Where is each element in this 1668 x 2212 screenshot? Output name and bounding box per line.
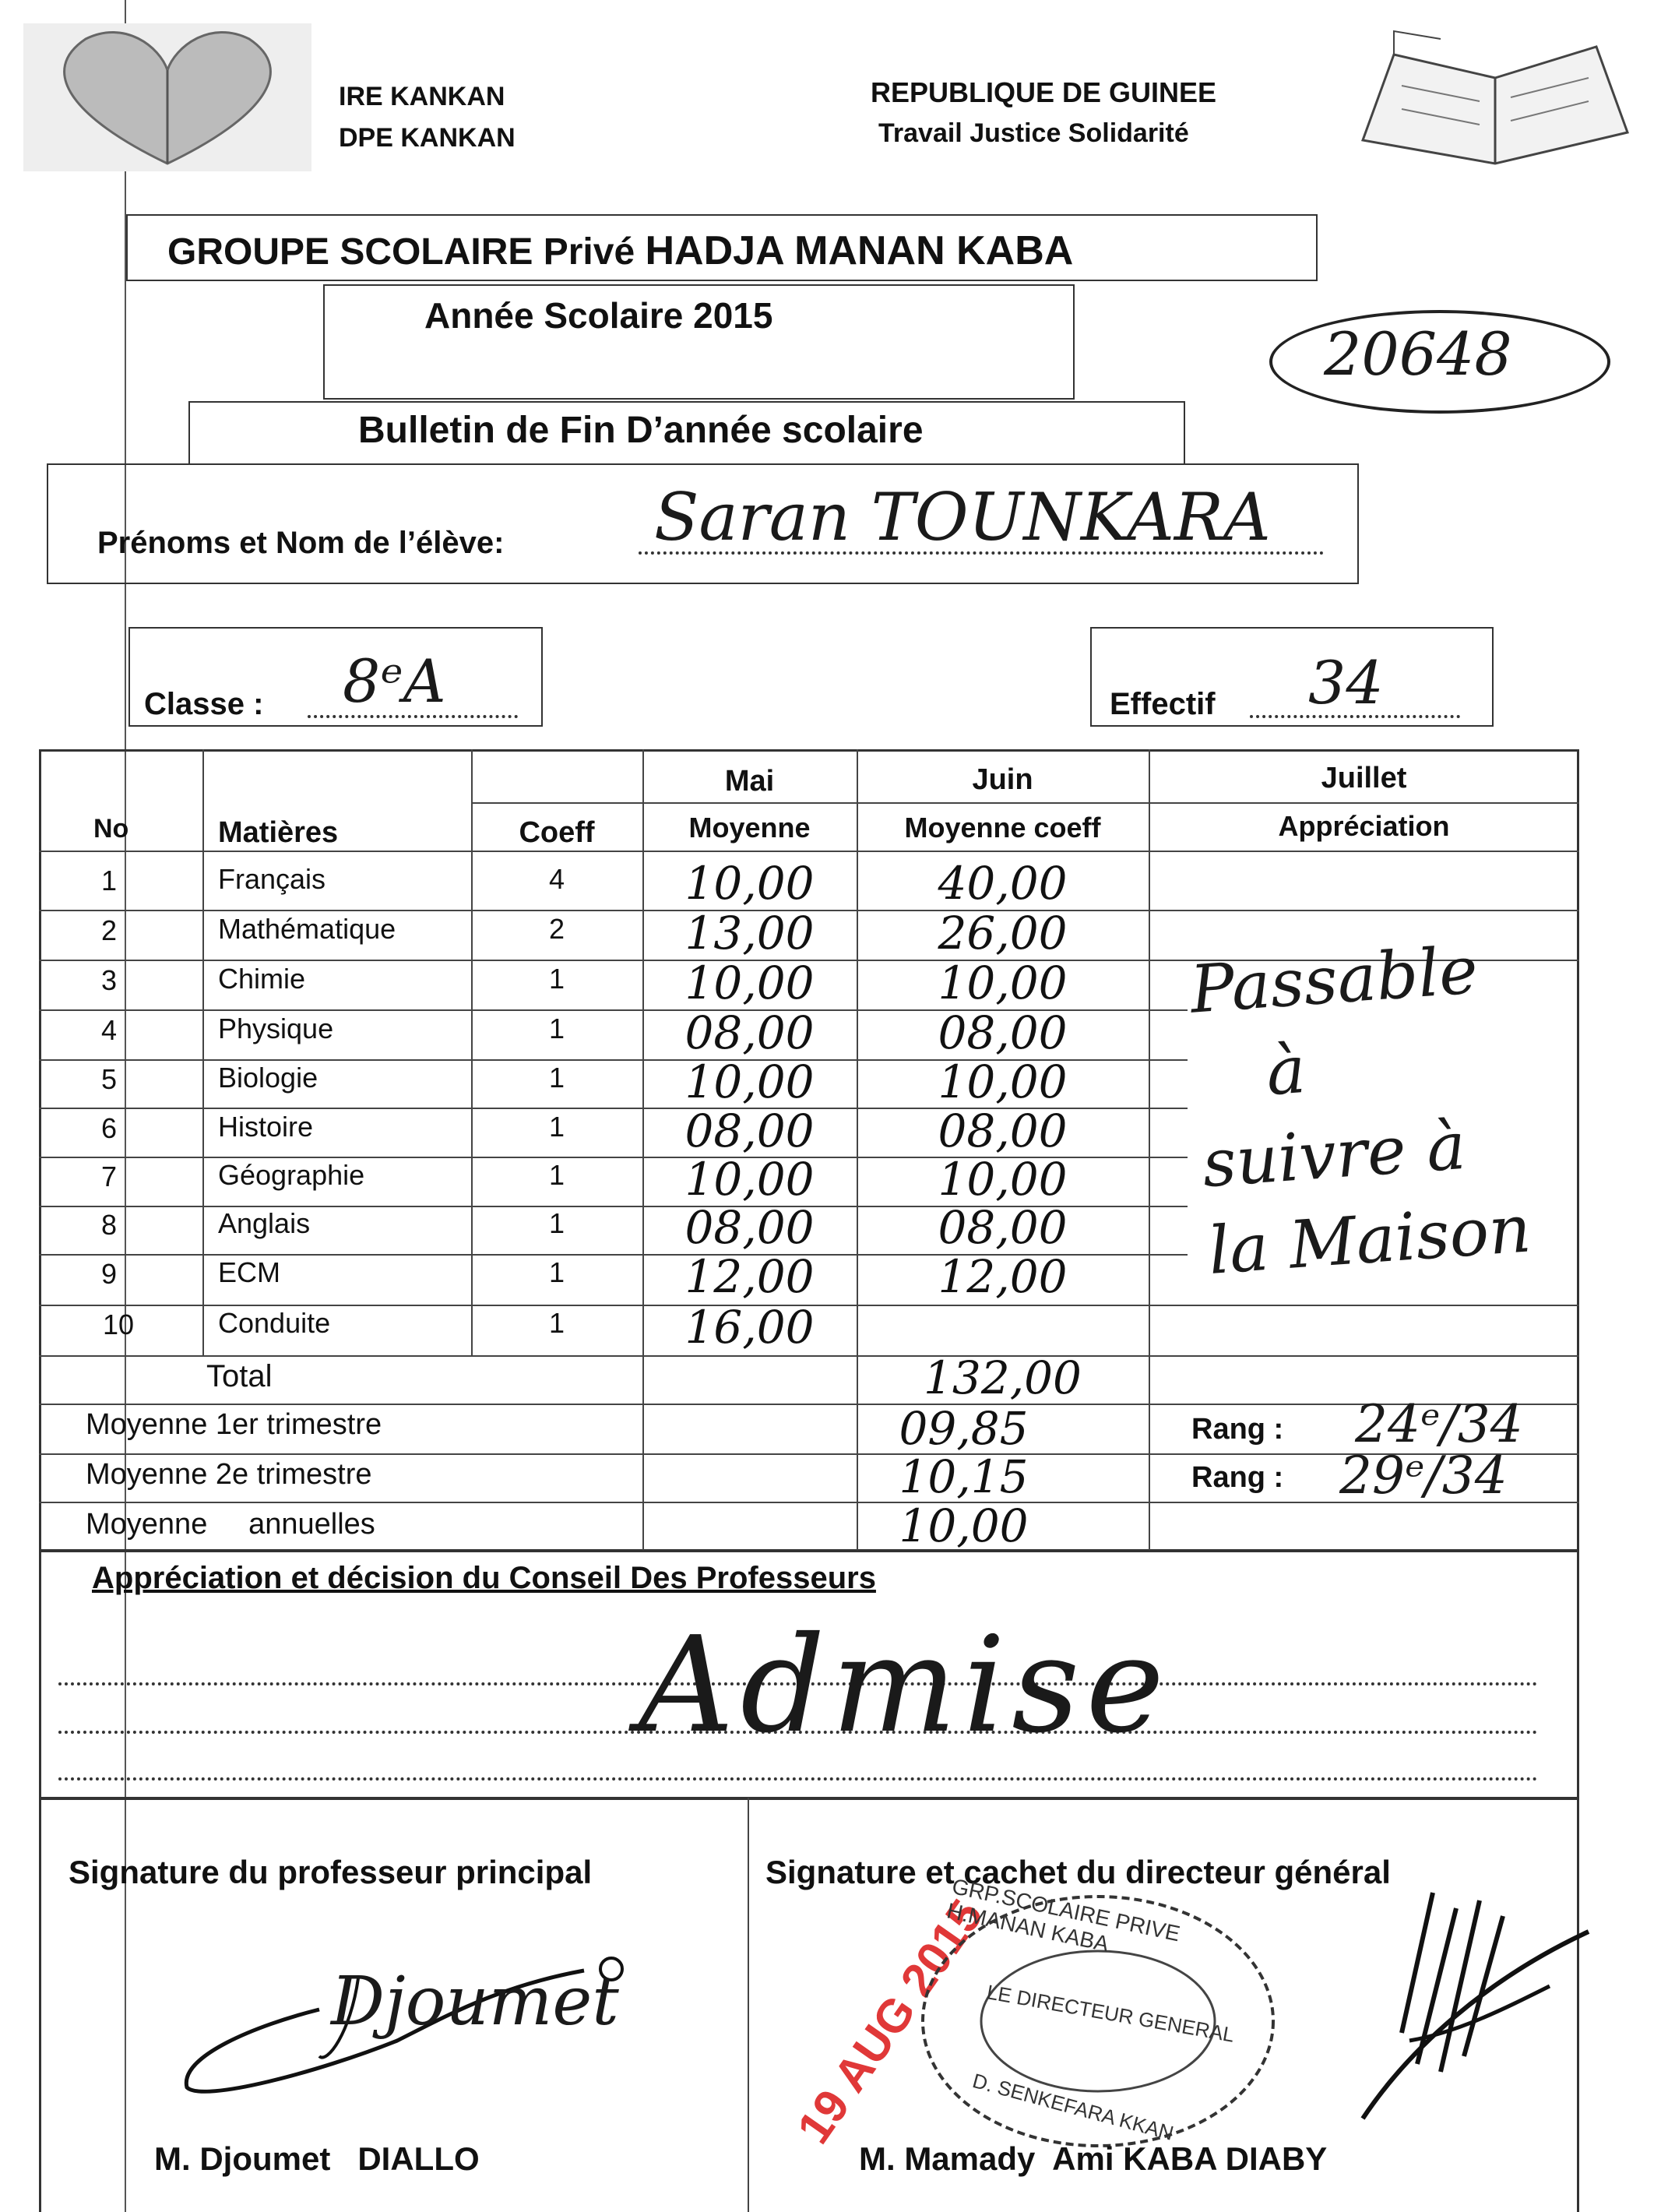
row-moyenne: 10,00 bbox=[684, 1153, 815, 1206]
trim2-rang: 29ᵉ/34 bbox=[1339, 1446, 1508, 1506]
row-subject: Biologie bbox=[218, 1062, 318, 1094]
row-coeff: 1 bbox=[548, 1307, 565, 1339]
trim2-value: 10,15 bbox=[899, 1450, 1029, 1503]
row-moyenne: 12,00 bbox=[684, 1250, 815, 1303]
row-moyenne-coeff: 10,00 bbox=[938, 1055, 1068, 1108]
row-coeff: 2 bbox=[548, 913, 565, 945]
row-line-header bbox=[39, 851, 1579, 852]
row-line-total bbox=[39, 1404, 1579, 1405]
row-moyenne: 10,00 bbox=[684, 857, 815, 910]
bulletin-title: Bulletin de Fin D’année scolaire bbox=[358, 410, 924, 451]
heart-book-icon bbox=[23, 23, 311, 171]
left-signatory-name: M. Djoumet DIALLO bbox=[154, 2140, 480, 2177]
row-moyenne-coeff: 08,00 bbox=[938, 1104, 1068, 1157]
row-subject: Physique bbox=[218, 1013, 334, 1044]
effectif-label: Effectif bbox=[1110, 687, 1216, 721]
col-header-appreciation: Appréciation bbox=[1278, 810, 1450, 842]
row-coeff: 1 bbox=[548, 1207, 565, 1239]
row-subject: Conduite bbox=[218, 1307, 331, 1339]
month-mai: Mai bbox=[724, 765, 775, 798]
row-no: 6 bbox=[101, 1112, 118, 1144]
row-subject: Chimie bbox=[218, 963, 306, 995]
signature-divider bbox=[748, 1798, 749, 2212]
trim1-rang-label: Rang : bbox=[1191, 1413, 1284, 1446]
row-moyenne-coeff: 08,00 bbox=[938, 1201, 1068, 1254]
school-name: GROUPE SCOLAIRE Privé HADJA MANAN KABA bbox=[167, 228, 1074, 273]
stamp-line2: LE DIRECTEUR GENERAL bbox=[984, 1980, 1237, 2047]
student-name-label: Prénoms et Nom de l’élève: bbox=[97, 526, 505, 560]
ire-kankan: IRE KANKAN bbox=[339, 82, 505, 111]
month-juin: Juin bbox=[972, 763, 1033, 796]
col-header-coeff: Coeff bbox=[519, 816, 595, 849]
left-signature bbox=[164, 1916, 662, 2095]
row-no: 4 bbox=[101, 1014, 118, 1046]
right-signatory-name: M. Mamady Ami KABA DIABY bbox=[859, 2140, 1328, 2177]
col-header-no: No bbox=[93, 814, 129, 844]
row-moyenne: 08,00 bbox=[684, 1201, 815, 1254]
row-subject: Français bbox=[218, 863, 326, 895]
trim1-value: 09,85 bbox=[899, 1402, 1029, 1455]
row-moyenne: 16,00 bbox=[684, 1301, 815, 1354]
stamp-line1: GRP.SCOLAIRE PRIVE H.MANAN KABA bbox=[945, 1873, 1183, 1957]
trim1-label: Moyenne 1er trimestre bbox=[86, 1408, 382, 1441]
decision-dots-3 bbox=[58, 1777, 1538, 1781]
row-moyenne-coeff: 10,00 bbox=[938, 956, 1068, 1009]
trim2-label: Moyenne 2e trimestre bbox=[86, 1458, 372, 1491]
month-juillet: Juillet bbox=[1321, 762, 1407, 794]
republique-text: REPUBLIQUE DE GUINEE bbox=[871, 76, 1217, 108]
row-moyenne-coeff: 40,00 bbox=[938, 857, 1068, 910]
row-subject: Anglais bbox=[218, 1207, 311, 1239]
col-header-moyenne-coeff: Moyenne coeff bbox=[904, 812, 1101, 844]
appreciation-handwritten: Passable à suivre à la Maison bbox=[1188, 932, 1534, 1289]
row-moyenne-coeff: 12,00 bbox=[938, 1250, 1068, 1303]
row-no: 2 bbox=[101, 914, 118, 946]
col-header-moyenne: Moyenne bbox=[688, 812, 811, 844]
row-subject: Géographie bbox=[218, 1159, 365, 1191]
row-no: 7 bbox=[101, 1161, 118, 1192]
row-coeff: 1 bbox=[548, 1159, 565, 1191]
row-moyenne: 10,00 bbox=[684, 1055, 815, 1108]
motto-text: Travail Justice Solidarité bbox=[878, 118, 1189, 148]
left-signature-text: Djoumet bbox=[331, 1963, 619, 2041]
row-moyenne: 10,00 bbox=[684, 956, 815, 1009]
decision-label: Appréciation et décision du Conseil Des Professeurs bbox=[92, 1561, 876, 1595]
right-signature-label: Signature et cachet du directeur général bbox=[765, 1854, 1391, 1890]
decision-value: Admise bbox=[639, 1608, 1171, 1763]
row-line-10 bbox=[39, 1355, 1579, 1357]
row-moyenne: 13,00 bbox=[684, 907, 815, 960]
col-line-1 bbox=[202, 749, 204, 1357]
trim1-rang: 24ᵉ/34 bbox=[1355, 1394, 1523, 1454]
row-moyenne-coeff: 26,00 bbox=[938, 907, 1068, 960]
doc-number: 20648 bbox=[1324, 319, 1512, 389]
dpe-kankan: DPE KANKAN bbox=[339, 123, 516, 153]
row-coeff: 1 bbox=[548, 1256, 565, 1288]
row-no: 8 bbox=[101, 1209, 118, 1241]
row-moyenne-coeff: 08,00 bbox=[938, 1006, 1068, 1059]
row-subject: Histoire bbox=[218, 1111, 314, 1143]
left-signature-label: Signature du professeur principal bbox=[69, 1854, 593, 1890]
annual-value: 10,00 bbox=[899, 1499, 1029, 1552]
row-no: 1 bbox=[101, 865, 118, 896]
row-moyenne-coeff: 10,00 bbox=[938, 1153, 1068, 1206]
total-label: Total bbox=[206, 1359, 273, 1393]
class-value: 8ᵉA bbox=[343, 646, 446, 716]
row-subject: Mathématique bbox=[218, 913, 396, 945]
row-no: 10 bbox=[103, 1309, 135, 1340]
col-header-matieres: Matières bbox=[218, 816, 339, 849]
row-moyenne: 08,00 bbox=[684, 1006, 815, 1059]
row-moyenne: 08,00 bbox=[684, 1104, 815, 1157]
trim2-rang-label: Rang : bbox=[1191, 1461, 1284, 1494]
col-line-5 bbox=[1149, 749, 1150, 1552]
row-coeff: 1 bbox=[548, 963, 565, 995]
student-name-value: Saran TOUNKARA bbox=[654, 479, 1271, 555]
total-value: 132,00 bbox=[924, 1351, 1082, 1404]
date-stamp: 19 AUG 2015 bbox=[786, 1890, 993, 2154]
row-no: 9 bbox=[101, 1258, 118, 1290]
row-coeff: 1 bbox=[548, 1111, 565, 1143]
row-coeff: 1 bbox=[548, 1013, 565, 1044]
class-label: Classe : bbox=[144, 687, 264, 721]
stamp-line3: D. SENKEFARA KKAN bbox=[969, 2069, 1177, 2145]
row-no: 5 bbox=[101, 1063, 118, 1095]
school-year: Année Scolaire 2015 bbox=[424, 295, 773, 336]
official-stamp bbox=[915, 1873, 1281, 2157]
effectif-value: 34 bbox=[1308, 648, 1384, 717]
row-coeff: 4 bbox=[548, 863, 565, 895]
right-signature bbox=[1347, 1877, 1604, 2134]
row-coeff: 1 bbox=[548, 1062, 565, 1094]
row-line-month bbox=[471, 802, 1579, 804]
open-book-icon bbox=[1347, 23, 1643, 179]
row-subject: ECM bbox=[218, 1256, 280, 1288]
annual-label: Moyenne annuelles bbox=[86, 1508, 375, 1541]
row-no: 3 bbox=[101, 964, 118, 996]
